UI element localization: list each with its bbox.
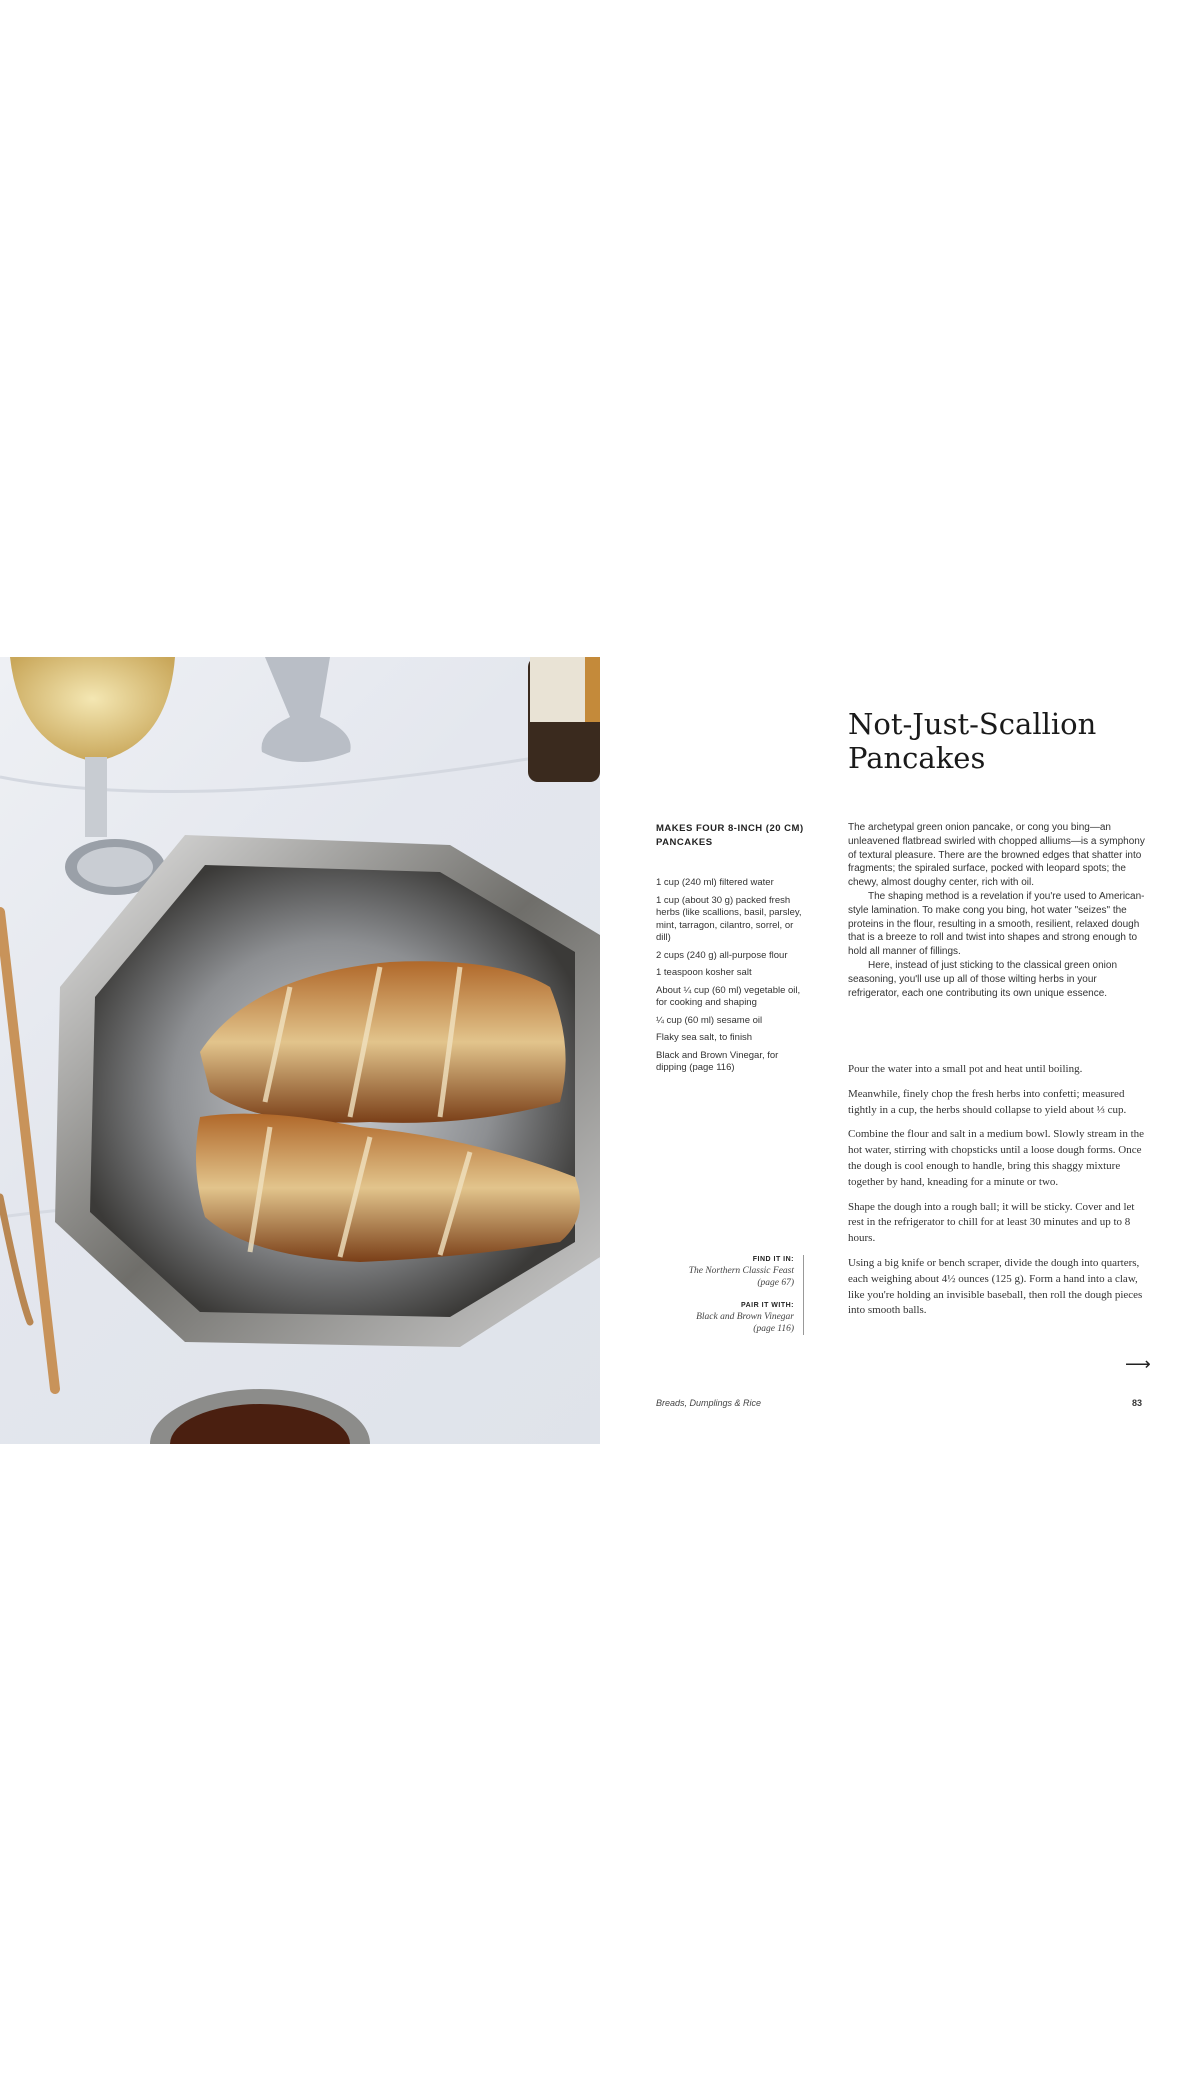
method-step: Using a big knife or bench scraper, divide the dough into quarters, each weighing about 4½ ounces (125 g). Form a hand into a claw, like you're holding an invisible baseball, then roll the dough pieces into smooth balls. <box>848 1256 1143 1317</box>
recipe-page <box>600 657 1200 1444</box>
find-it-in-label: FIND IT IN: <box>752 1256 794 1263</box>
continue-arrow-icon[interactable]: ⟶ <box>1125 1354 1151 1374</box>
title-line-2: Pancakes <box>848 741 986 775</box>
ingredient-item: 1 teaspoon kosher salt <box>656 967 752 978</box>
method-step: Shape the dough into a rough ball; it will be sticky. Cover and let rest in the refrigerator to chill for at least 30 minutes and up to 8 hours. <box>848 1200 1135 1245</box>
pair-it-with-page[interactable]: (page 116) <box>753 1324 794 1334</box>
food-photo-icon <box>0 657 600 1444</box>
intro-paragraph: The archetypal green onion pancake, or cong you bing—an unleavened flatbread swirled with chopped alliums—is a symphony of textural pleasure. There are the browned edges that shatter into fragments; the spiraled surface, pocked with leopard spots; the chewy, almost doughy center, rich with oil. <box>848 822 1145 889</box>
pair-it-with-label: PAIR IT WITH: <box>740 1302 794 1309</box>
page-number: 83 <box>1132 1398 1143 1408</box>
method-step: Combine the flour and salt in a medium bowl. Slowly stream in the hot water, stirring with chopsticks until a loose dough forms. Once the dough is cool enough to handle, bring this shaggy mixture together by hand, kneading for a minute or two. <box>848 1128 1145 1188</box>
recipe-steps <box>848 1062 1148 1328</box>
ingredient-item: Black and Brown Vinegar, for dipping (page 116) <box>656 1049 779 1073</box>
method-step: Pour the water into a small pot and heat until boiling. <box>848 1063 1083 1075</box>
recipe-yield: MAKES FOUR 8-INCH (20 CM) PANCAKES <box>656 823 804 848</box>
intro-paragraph: Here, instead of just sticking to the classical green onion seasoning, you'll use up all of those wilting herbs in your refrigerator, each one contributing its own unique essence. <box>848 959 1118 999</box>
running-footer-section: Breads, Dumplings & Rice <box>656 1398 762 1408</box>
recipe-intro <box>848 821 1148 1000</box>
title-line-1: Not-Just-Scallion <box>848 707 1097 741</box>
book-spread <box>0 657 1200 1444</box>
find-it-in-reference[interactable]: The Northern Classic Feast <box>688 1266 794 1276</box>
ingredient-item: 2 cups (240 g) all-purpose flour <box>656 949 788 961</box>
recipe-title <box>848 707 1168 775</box>
pancake-photo <box>0 657 600 1444</box>
ingredient-item: 1 cup (about 30 g) packed fresh herbs (like scallions, basil, parsley, mint, tarragon, cilantro, sorrel, or dill) <box>656 894 802 943</box>
ingredient-item: Flaky sea salt, to finish <box>656 1032 753 1043</box>
ingredient-list <box>656 877 808 1080</box>
cross-reference-box <box>680 1255 804 1335</box>
intro-paragraph: The shaping method is a revelation if you're used to American-style lamination. To make cong you bing, hot water "seizes" the proteins in the flour, resulting in a smooth, resilient, relaxed dough that is a breeze to roll and twist into shapes and strong enough to hold all manner of fillings. <box>848 890 1145 958</box>
ingredient-item: About ¼ cup (60 ml) vegetable oil, for cooking and shaping <box>656 984 801 1008</box>
pair-it-with-reference[interactable]: Black and Brown Vinegar <box>696 1312 794 1322</box>
ingredient-item: 1 cup (240 ml) filtered water <box>656 877 774 888</box>
method-step: Meanwhile, finely chop the fresh herbs into confetti; measured tightly in a cup, the herbs should collapse to yield about ⅓ cup. <box>848 1087 1127 1116</box>
ingredient-item: ¼ cup (60 ml) sesame oil <box>656 1014 763 1026</box>
find-it-in-page[interactable]: (page 67) <box>757 1278 794 1288</box>
